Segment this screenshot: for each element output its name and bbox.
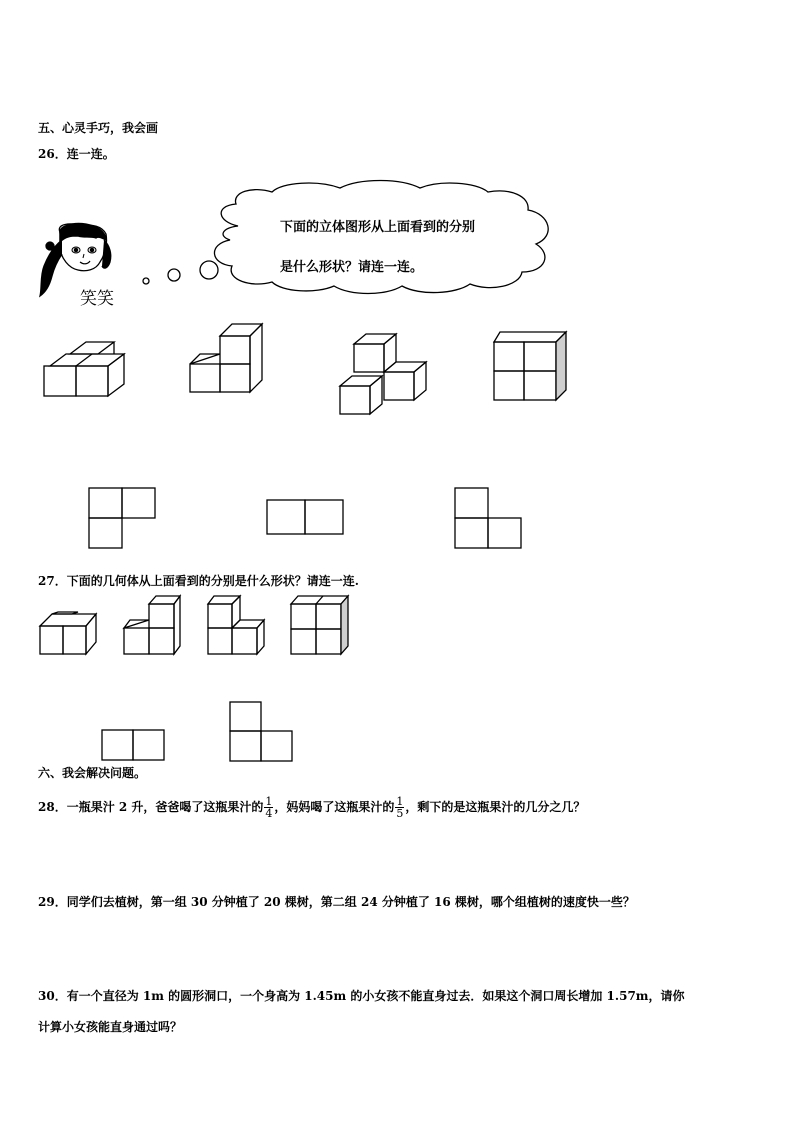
q26-top-view-3 <box>455 488 521 548</box>
q27-solid-3 <box>208 596 264 654</box>
q28-frac1-numerator: 1 <box>265 795 273 808</box>
q26-solid-4 <box>494 332 566 400</box>
q30-question-line2: 计算小女孩能直身通过吗？ <box>38 1020 183 1034</box>
q26-solid-3 <box>340 334 426 414</box>
q28-fraction-1 <box>264 796 273 819</box>
q28-part1: 28．一瓶果汁 2 升，爸爸喝了这瓶果汁的 <box>38 800 264 814</box>
section6-title: 六、我会解决问题。 <box>38 766 147 780</box>
character-caption: 笑笑 <box>80 289 114 309</box>
q27-top-view-2 <box>230 702 292 761</box>
cloud-text-line2: 是什么形状？请连一连。 <box>280 260 424 275</box>
q27-solid-4 <box>291 596 348 654</box>
q26-top-view-2 <box>267 500 343 534</box>
q30-question-line1: 30．有一个直径为 1m 的圆形洞口，一个身高为 1.45m 的小女孩不能直身过去．如果这个洞口周长增加 1.57m，请你 <box>38 989 685 1003</box>
q26-top-view-1 <box>89 488 155 548</box>
section5-title: 五、心灵手巧，我会画 <box>38 121 159 135</box>
thought-bubble-medium <box>168 269 180 281</box>
q28-frac2-denominator: 5 <box>396 807 404 820</box>
q26-solid-2 <box>190 324 262 392</box>
thought-bubble-small <box>143 278 149 284</box>
q26-label: 26．连一连。 <box>38 147 115 161</box>
thought-bubble-large <box>200 261 218 279</box>
q27-top-view-1 <box>102 730 164 760</box>
q28-part2: ，妈妈喝了这瓶果汁的 <box>274 800 395 814</box>
cloud-text-line1: 下面的立体图形从上面看到的分别 <box>280 220 476 235</box>
q28-question <box>38 794 585 820</box>
q27-solid-2 <box>124 596 180 654</box>
thought-cloud <box>214 181 548 294</box>
q29-question: 29．同学们去植树，第一组 30 分钟植了 20 棵树，第二组 24 分钟植了 16 棵树，哪个组植树的速度快一些？ <box>38 895 635 909</box>
q26-solid-1 <box>44 342 124 396</box>
q28-frac2-numerator: 1 <box>396 795 404 808</box>
q27-solid-1 <box>40 612 96 654</box>
q28-fraction-2 <box>395 796 404 819</box>
q28-part3: ，剩下的是这瓶果汁的几分之几？ <box>405 800 586 814</box>
q27-label: 27．下面的几何体从上面看到的分别是什么形状？请连一连. <box>38 574 359 588</box>
q28-frac1-denominator: 4 <box>265 807 273 820</box>
